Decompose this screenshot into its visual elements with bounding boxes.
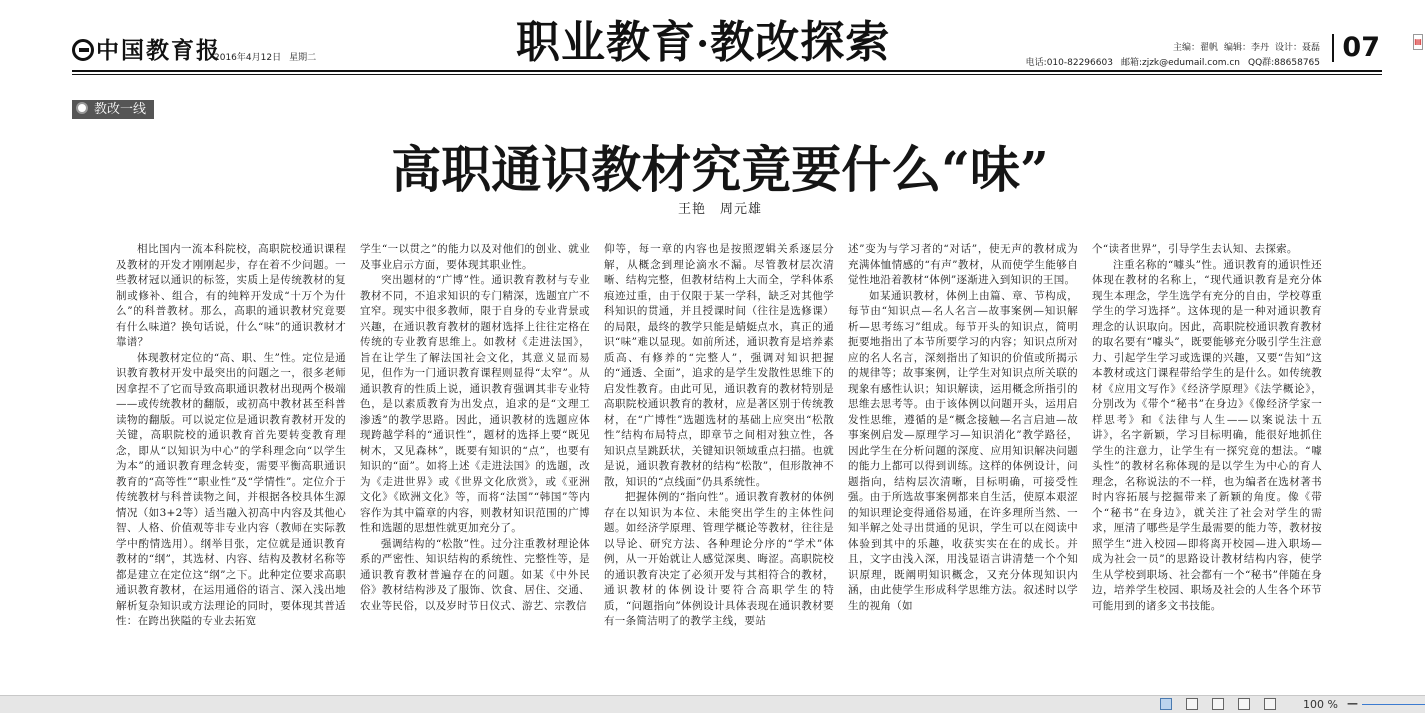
two-page-view-icon[interactable]	[1238, 698, 1250, 710]
issue-date	[214, 50, 316, 63]
date-text: 2016年4月12日	[214, 53, 282, 63]
column-tag-label: 教改一线	[94, 102, 147, 117]
article-paragraph: 仰等，每一章的内容也是按照逻辑关系逐层分解，从概念到理论滴水不漏。尽管教材层次清晰、结构完整，但教材结构上大而全，学科体系痕迹过重，由于仅限于某一学科，缺乏对其他学科知识的贯通，并且授课时间（往往是选修课）的局限，最终的教学只能是蜻蜓点水，真正的通识“味”难以显现。如前所述，通识教育是培养素质高、有修养的“完整人”，强调对知识把握的“通透、全面”，追求的是学生发散性思维下的启发性教育。由此可见，通识教育的教材特别是高职院校通识教育的教材，应是著区别于传统教材，在“广博性”选题选材的基础上应突出“松散性”结构布局特点，即章节之间相对独立性，各知识点呈跳跃状，关键知识领域重点扫描。也就是说，通识教育教材的结构“松散”，但形散神不散，知识的“点线面”仍具系统性。	[604, 243, 834, 488]
article-paragraph: 注重名称的“噱头”性。通识教育的通识性还体现在教材的名称上，“现代通识教育是充分体现生本理念，学生选学有充分的自由，学校尊重学生的学习选择”。这体现的是一种对通识教育理念的认识取向。因此，高职院校通识教育教材的取名要有“噱头”，既要能够充分吸引学生注意力、引起学生学习或选课的兴趣，又要“告知”这本教材或这门课程带给学生的是什么。如传统教材《应用文写作》《经济学原理》《法学概论》，分别改为《带个“秘书”在身边》《像经济学家一样思考》和《法律与人生——以案说法十五讲》，名字新颖，学习目标明确，能很好地抓住学生的注意力，让学生有一探究竟的想法。“噱头性”的教材名称体现的是以学生为中心的育人理念，名称说法的不一样，也为编者在选材著书时内容拓展与挖掘带来了新颖的角度。像《带个“秘书”在身边》，就关注了社会对学生的需求，厘清了哪些是学生最需要的能力等，教材按照学生“进入校园—即将离开校园—进入职场—成为社会一员”的思路设计教材结构内容，使学生从学校到职场、社会都有一个“秘书”伴随在身边，培养学生校园、职场及社会的人生各个环节可能用到的诸多文书技能。	[1092, 258, 1322, 612]
masthead-rule	[72, 70, 1382, 72]
article-paragraph: 个“读者世界”，引导学生去认知、去探索。	[1092, 243, 1298, 255]
article-column	[848, 242, 1078, 694]
article-paragraph: 把握体例的“指向性”。通识教育教材的体例存在以知识为本位、未能突出学生的主体性问题。如经济学原理、管理学概论等教材，往往是以导论、研究方法、各种理论分序的“学术”体例，从一开始就让人感觉深奥、晦涩。高职院校的通识教育决定了必须开发与其相符合的教材，通识教材的体例设计要符合高职学生的特质，“问题指向”体例设计具体表现在通识教材要有一条简洁明了的教学主线，要站	[604, 491, 834, 627]
newspaper-logo	[72, 32, 221, 65]
article-paragraph: 述”变为与学习者的“对话”，使无声的教材成为充满体恤情感的“有声”教材，从而使学生能够自觉性地沿着教材“体例”逐渐进入到知识的王国。	[848, 243, 1078, 286]
section-title-left: 职业教育	[516, 17, 696, 68]
masthead-rule-thin	[72, 74, 1382, 75]
zoom-level[interactable]: 100 %	[1303, 698, 1338, 711]
article-column	[604, 242, 834, 694]
section-title-dot: ·	[696, 21, 711, 66]
view-mode-buttons	[1160, 698, 1276, 710]
bullet-circle-icon	[76, 102, 88, 114]
masthead	[0, 0, 1410, 72]
article-paragraph: 体现教材定位的“高、职、生”性。定位是通识教育教材开发中最突出的问题之一，很多老师因拿捏不了它而导致高职通识教材出现两个极端——或传统教材的翻版，或初高中教材甚至科普读物的翻版。可以说定位是通识教育教材开发的关键，高职院校的通识教育首先要转变教育理念，即从“以知识为中心”的学科理念向“以学生为本”的通识教育理念转变，需要平衡高职通识教育的“高等性”“职业性”及“学情性”。定位介于传统教材与科普读物之间，并根据各校具体生源情况（如3+2等）适当融入初高中内容及其他心智、人格、价值观等非专业内容（教师在实际教学中酌情选用）。纲举目张，定位就是通识教育教材的“纲”，其选材、内容、结构及教材名称等都是建立在定位这“纲”之下。此种定位要求高职通识教育教材，在运用通俗的语言、深入浅出地解析复杂知识或方法理论的同时，要体现其普适性：在跨出狭隘的专业去拓宽	[116, 351, 346, 627]
section-title	[516, 6, 890, 70]
zoom-out-button[interactable]: —	[1347, 697, 1358, 710]
side-panel-toggle-icon[interactable]: ▤	[1413, 34, 1423, 50]
column-tag	[72, 100, 154, 119]
article-paragraph: 强调结构的“松散”性。过分注重教材理论体系的严密性、知识结构的系统性、完整性等，是通识教育教材普遍存在的问题。如某《中外民俗》教材结构涉及了服饰、饮食、居住、交通、农业等民俗，以及岁时节日仪式、游艺、宗教信	[360, 537, 590, 612]
article-paragraph: 突出题材的“广博”性。通识教育教材与专业教材不同，不追求知识的专门精深，选题宜广不宜窄。现实中很多教师，限于自身的专业背景或兴趣，在通识教育教材的题材选择上往往定格在传统的专业教育思维上。如教材《走进法国》，旨在让学生了解法国社会文化，其意义显而易见，但作为一门通识教育课程则显得“太窄”。从通识教育的性质上说，通识教育强调其非专业特色，是以素质教育为出发点，追求的是“文理工渗透”的教学思路。因此，通识教材的选题应体现跨越学科的“通识性”，题材的选择上要“既见树木，又见森林”，既要有知识的“点”，也要有知识的“面”。如将上述《走进法国》的选题，改为《走进世界》或《世界文化欣赏》，或《亚洲文化》《欧洲文化》等，而将“法国”“韩国”等内容作为其中篇章的内容，则教材知识范围的广博性和选题的思想性就更加充分了。	[360, 274, 590, 534]
designer-credit: 设计：聂磊	[1274, 43, 1320, 53]
continuous-view-icon[interactable]	[1212, 698, 1224, 710]
copy-editor-credit: 编辑：李丹	[1223, 43, 1269, 53]
weekday-text: 星期二	[289, 53, 317, 63]
contact-phone: 电话:010-82296603	[1025, 58, 1113, 68]
page-number: 07	[1332, 34, 1380, 62]
article-column	[360, 242, 590, 694]
logo-text: 中国教育报	[96, 37, 221, 64]
article-body	[116, 242, 1322, 694]
section-title-right: 教改探索	[710, 17, 891, 68]
contact-email: 邮箱:zjzk@edumail.com.cn	[1120, 58, 1240, 68]
status-bar	[0, 695, 1425, 713]
zoom-slider[interactable]	[1362, 704, 1425, 705]
contact-qq: QQ群:88658765	[1247, 58, 1320, 68]
article-authors: 王艳 周元雄	[677, 202, 762, 217]
article-headline: 高职通识教材究竟要什么“味”	[391, 140, 1049, 199]
logo-emblem-icon	[72, 39, 94, 61]
article-paragraph: 学生“一以贯之”的能力以及对他们的创业、就业及事业启示方面，要体现其职业性。	[360, 243, 590, 271]
zoom-menu-icon[interactable]	[1264, 698, 1276, 710]
article-paragraph: 相比国内一流本科院校，高职院校通识课程及教材的开发才刚刚起步，存在着不少问题。一些教材冠以通识的标签，实质上是传统教材的复制或修补、组合，有的纯粹开发成“十万个为什么”的科普教材。那么，高职的通识教材究竟要有什么味道？换句话说，什么“味”的通识教材才靠谱？	[116, 243, 346, 348]
single-page-view-icon[interactable]	[1186, 698, 1198, 710]
article-paragraph: 如某通识教材，体例上由篇、章、节构成，每节由“知识点—名人名言—故事案例—知识解析—思考练习”组成。每节开头的知识点，简明扼要地指出了本节所要学习的内容；知识点所对应的名人名言，深刻指出了知识的价值或所揭示的规律等；故事案例，让学生对知识点所关联的现象有感性认识；知识解读，运用概念所指引的思维去思考等。由于该体例以问题开头，运用启发性思维，遵循的是“概念接触—名言启迪—故事案例启发—原理学习—知识消化”教学路径，因此学生在分析问题的深度、应用知识解决问题的能力上都可以得到训练。这样的体例设计，问题指向，结构层次清晰，目标明确，可接受性强。由于所选故事案例都来自生活，使原本艰涩的知识理论变得通俗易通，在许多理所当然、一知半解之处寻出贯通的见识，学生可以在阅读中体验到其中的乐趣，收获实实在在的成长。并且，文字由浅入深，用浅显语言讲清楚一个个知识原理，既阐明知识概念，又充分体现知识内涵，由此使学生形成科学思维方法。叙述时以学生的视角（如	[848, 289, 1078, 612]
article-column	[116, 242, 346, 694]
editorial-credits	[1018, 40, 1320, 68]
editor-credit: 主编：翟帆	[1172, 43, 1218, 53]
article-column	[1092, 242, 1322, 694]
fit-page-view-icon[interactable]	[1160, 698, 1172, 710]
